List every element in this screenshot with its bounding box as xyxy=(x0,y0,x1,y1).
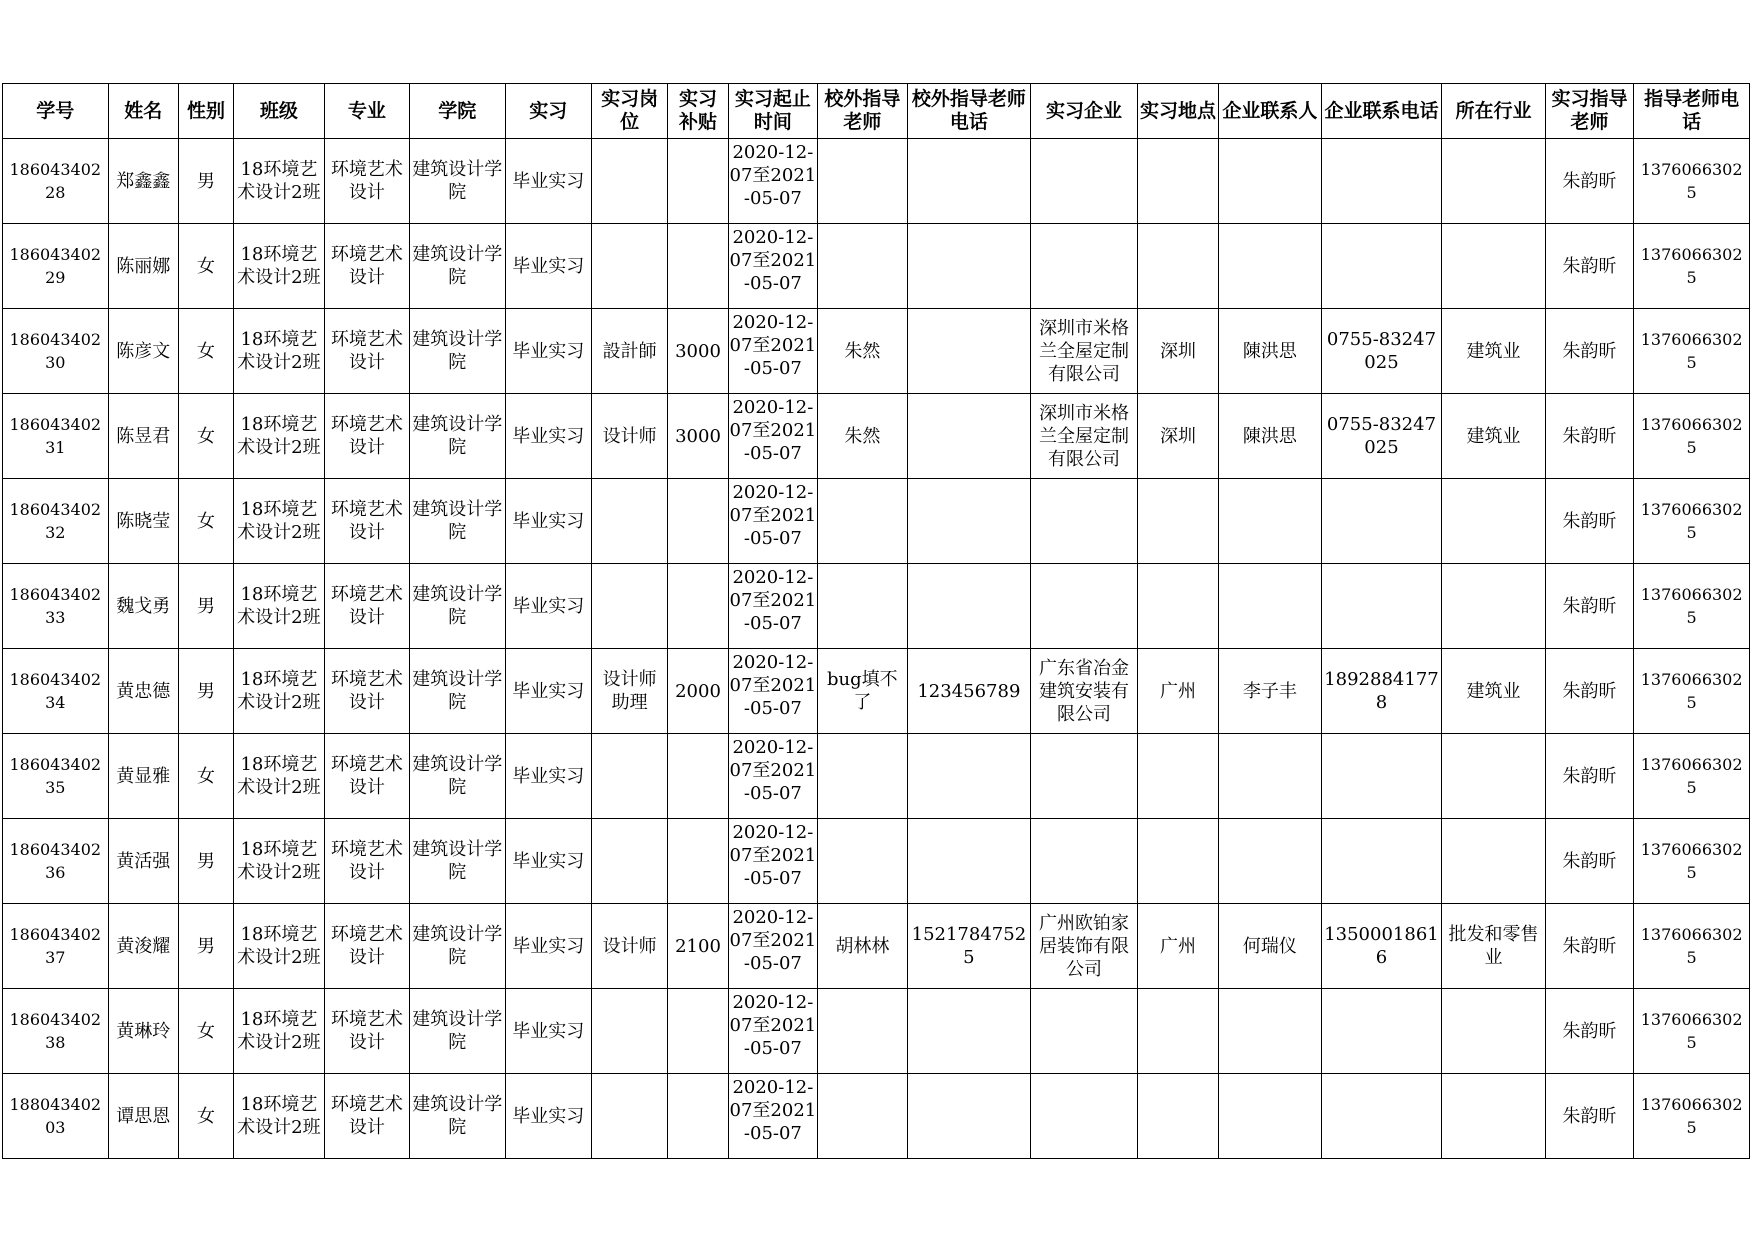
company-contact-cell xyxy=(1219,479,1322,564)
subsidy-cell xyxy=(668,819,728,904)
company-cell xyxy=(1031,819,1138,904)
tutor-phone-cell: 13760663025 xyxy=(1634,734,1750,819)
industry-cell xyxy=(1442,564,1546,649)
gender-cell: 男 xyxy=(178,139,233,224)
class-cell: 18环境艺术设计2班 xyxy=(234,224,324,309)
student-id-cell: 18604340229 xyxy=(3,224,109,309)
company-phone-cell xyxy=(1321,734,1442,819)
tutor-cell: 朱韵昕 xyxy=(1545,989,1633,1074)
company-phone-cell: 0755-83247025 xyxy=(1321,394,1442,479)
subsidy-cell xyxy=(668,1074,728,1159)
tutor-cell: 朱韵昕 xyxy=(1545,394,1633,479)
class-cell: 18环境艺术设计2班 xyxy=(234,479,324,564)
college-cell: 建筑设计学院 xyxy=(410,734,505,819)
company-phone-cell xyxy=(1321,224,1442,309)
external-tutor-cell xyxy=(818,139,907,224)
major-cell: 环境艺术设计 xyxy=(324,139,409,224)
student-id-cell: 18604340233 xyxy=(3,564,109,649)
college-cell: 建筑设计学院 xyxy=(410,224,505,309)
header-subsidy: 实习补贴 xyxy=(668,84,728,139)
student-id-cell: 18604340234 xyxy=(3,649,109,734)
tutor-phone-cell: 13760663025 xyxy=(1634,989,1750,1074)
name-cell: 黄活强 xyxy=(108,819,178,904)
college-cell: 建筑设计学院 xyxy=(410,1074,505,1159)
period-cell xyxy=(728,1074,817,1159)
location-cell xyxy=(1137,224,1218,309)
post-cell xyxy=(591,734,667,819)
tutor-cell: 朱韵昕 xyxy=(1545,649,1633,734)
company-cell xyxy=(1031,564,1138,649)
major-cell: 环境艺术设计 xyxy=(324,734,409,819)
internship-type-cell: 毕业实习 xyxy=(505,224,591,309)
major-cell: 环境艺术设计 xyxy=(324,479,409,564)
post-cell: 设计师 xyxy=(591,904,667,989)
table-row xyxy=(3,394,1750,479)
header-location: 实习地点 xyxy=(1137,84,1218,139)
gender-cell: 女 xyxy=(178,309,233,394)
class-cell: 18环境艺术设计2班 xyxy=(234,649,324,734)
gender-cell: 女 xyxy=(178,1074,233,1159)
industry-cell: 批发和零售业 xyxy=(1442,904,1546,989)
table-row xyxy=(3,819,1750,904)
tutor-cell: 朱韵昕 xyxy=(1545,819,1633,904)
subsidy-cell: 2100 xyxy=(668,904,728,989)
period-cell xyxy=(728,904,817,989)
location-cell xyxy=(1137,819,1218,904)
name-cell: 谭思恩 xyxy=(108,1074,178,1159)
industry-cell xyxy=(1442,989,1546,1074)
post-cell xyxy=(591,1074,667,1159)
company-phone-cell xyxy=(1321,1074,1442,1159)
table-row xyxy=(3,309,1750,394)
student-id-cell: 18604340230 xyxy=(3,309,109,394)
gender-cell: 女 xyxy=(178,989,233,1074)
table-row xyxy=(3,649,1750,734)
header-tutor: 实习指导老师 xyxy=(1545,84,1633,139)
tutor-phone-cell: 13760663025 xyxy=(1634,649,1750,734)
tutor-phone-cell: 13760663025 xyxy=(1634,479,1750,564)
header-industry: 所在行业 xyxy=(1442,84,1546,139)
tutor-cell: 朱韵昕 xyxy=(1545,309,1633,394)
student-id-cell: 18604340235 xyxy=(3,734,109,819)
company-phone-cell: 0755-83247025 xyxy=(1321,309,1442,394)
header-post: 实习岗位 xyxy=(591,84,667,139)
internship-type-cell: 毕业实习 xyxy=(505,904,591,989)
major-cell: 环境艺术设计 xyxy=(324,394,409,479)
external-tutor-cell: 朱然 xyxy=(818,309,907,394)
period-text: 2020-12-07至2021-05-07 xyxy=(729,822,817,889)
period-cell xyxy=(728,819,817,904)
company-phone-cell: 13500018616 xyxy=(1321,904,1442,989)
post-cell xyxy=(591,224,667,309)
internship-table xyxy=(2,83,1750,1159)
period-text: 2020-12-07至2021-05-07 xyxy=(729,142,817,209)
internship-type-cell: 毕业实习 xyxy=(505,734,591,819)
header-company-phone: 企业联系电话 xyxy=(1321,84,1442,139)
class-cell: 18环境艺术设计2班 xyxy=(234,139,324,224)
period-cell xyxy=(728,224,817,309)
post-cell xyxy=(591,139,667,224)
external-tutor-cell xyxy=(818,734,907,819)
subsidy-cell xyxy=(668,564,728,649)
college-cell: 建筑设计学院 xyxy=(410,819,505,904)
external-tutor-cell xyxy=(818,564,907,649)
period-text: 2020-12-07至2021-05-07 xyxy=(729,482,817,549)
name-cell: 黄浚耀 xyxy=(108,904,178,989)
company-contact-cell xyxy=(1219,734,1322,819)
tutor-cell: 朱韵昕 xyxy=(1545,734,1633,819)
tutor-cell: 朱韵昕 xyxy=(1545,904,1633,989)
company-contact-cell xyxy=(1219,564,1322,649)
internship-type-cell: 毕业实习 xyxy=(505,564,591,649)
gender-cell: 男 xyxy=(178,819,233,904)
external-tutor-phone-cell xyxy=(907,224,1031,309)
industry-cell xyxy=(1442,479,1546,564)
period-cell xyxy=(728,309,817,394)
location-cell xyxy=(1137,1074,1218,1159)
tutor-phone-cell: 13760663025 xyxy=(1634,394,1750,479)
location-cell xyxy=(1137,139,1218,224)
external-tutor-cell xyxy=(818,224,907,309)
external-tutor-cell: bug填不了 xyxy=(818,649,907,734)
major-cell: 环境艺术设计 xyxy=(324,309,409,394)
company-contact-cell xyxy=(1219,989,1322,1074)
external-tutor-cell xyxy=(818,1074,907,1159)
header-gender: 性别 xyxy=(178,84,233,139)
subsidy-cell xyxy=(668,139,728,224)
table-row xyxy=(3,734,1750,819)
name-cell: 魏戈勇 xyxy=(108,564,178,649)
external-tutor-cell: 胡林林 xyxy=(818,904,907,989)
subsidy-cell xyxy=(668,989,728,1074)
header-class: 班级 xyxy=(234,84,324,139)
post-cell xyxy=(591,819,667,904)
class-cell: 18环境艺术设计2班 xyxy=(234,904,324,989)
industry-cell: 建筑业 xyxy=(1442,394,1546,479)
period-cell xyxy=(728,564,817,649)
company-contact-cell: 陳洪思 xyxy=(1219,394,1322,479)
company-phone-cell xyxy=(1321,989,1442,1074)
header-company: 实习企业 xyxy=(1031,84,1138,139)
location-cell: 广州 xyxy=(1137,904,1218,989)
location-cell xyxy=(1137,564,1218,649)
subsidy-cell xyxy=(668,224,728,309)
gender-cell: 男 xyxy=(178,649,233,734)
external-tutor-cell: 朱然 xyxy=(818,394,907,479)
external-tutor-cell xyxy=(818,989,907,1074)
college-cell: 建筑设计学院 xyxy=(410,904,505,989)
table-body xyxy=(3,139,1750,1159)
major-cell: 环境艺术设计 xyxy=(324,224,409,309)
post-cell xyxy=(591,989,667,1074)
company-cell xyxy=(1031,989,1138,1074)
name-cell: 黄琳玲 xyxy=(108,989,178,1074)
external-tutor-phone-cell xyxy=(907,989,1031,1074)
company-cell xyxy=(1031,479,1138,564)
major-cell: 环境艺术设计 xyxy=(324,649,409,734)
period-text: 2020-12-07至2021-05-07 xyxy=(729,992,817,1059)
college-cell: 建筑设计学院 xyxy=(410,564,505,649)
header-external-tutor-phone: 校外指导老师电话 xyxy=(907,84,1031,139)
class-cell: 18环境艺术设计2班 xyxy=(234,564,324,649)
tutor-phone-cell: 13760663025 xyxy=(1634,224,1750,309)
post-cell: 设计师助理 xyxy=(591,649,667,734)
post-cell xyxy=(591,479,667,564)
external-tutor-phone-cell xyxy=(907,479,1031,564)
college-cell: 建筑设计学院 xyxy=(410,479,505,564)
college-cell: 建筑设计学院 xyxy=(410,649,505,734)
major-cell: 环境艺术设计 xyxy=(324,989,409,1074)
header-company-contact: 企业联系人 xyxy=(1219,84,1322,139)
industry-cell xyxy=(1442,819,1546,904)
company-cell xyxy=(1031,1074,1138,1159)
company-contact-cell xyxy=(1219,819,1322,904)
subsidy-cell: 3000 xyxy=(668,394,728,479)
class-cell: 18环境艺术设计2班 xyxy=(234,1074,324,1159)
class-cell: 18环境艺术设计2班 xyxy=(234,734,324,819)
table-row xyxy=(3,904,1750,989)
header-internship: 实习 xyxy=(505,84,591,139)
tutor-phone-cell: 13760663025 xyxy=(1634,309,1750,394)
internship-type-cell: 毕业实习 xyxy=(505,649,591,734)
tutor-cell: 朱韵昕 xyxy=(1545,1074,1633,1159)
location-cell: 深圳 xyxy=(1137,394,1218,479)
external-tutor-phone-cell xyxy=(907,819,1031,904)
external-tutor-cell xyxy=(818,479,907,564)
header-tutor-phone: 指导老师电话 xyxy=(1634,84,1750,139)
subsidy-cell: 2000 xyxy=(668,649,728,734)
company-cell: 广东省冶金建筑安装有限公司 xyxy=(1031,649,1138,734)
header-external-tutor: 校外指导老师 xyxy=(818,84,907,139)
tutor-phone-cell: 13760663025 xyxy=(1634,904,1750,989)
company-phone-cell xyxy=(1321,564,1442,649)
tutor-phone-cell: 13760663025 xyxy=(1634,819,1750,904)
gender-cell: 男 xyxy=(178,904,233,989)
header-college: 学院 xyxy=(410,84,505,139)
industry-cell: 建筑业 xyxy=(1442,649,1546,734)
table-row xyxy=(3,139,1750,224)
major-cell: 环境艺术设计 xyxy=(324,1074,409,1159)
table-row xyxy=(3,564,1750,649)
period-cell xyxy=(728,394,817,479)
name-cell: 陈彦文 xyxy=(108,309,178,394)
subsidy-cell xyxy=(668,734,728,819)
company-cell xyxy=(1031,734,1138,819)
company-contact-cell xyxy=(1219,1074,1322,1159)
external-tutor-phone-cell xyxy=(907,394,1031,479)
post-cell: 设计师 xyxy=(591,394,667,479)
tutor-cell: 朱韵昕 xyxy=(1545,479,1633,564)
external-tutor-cell xyxy=(818,819,907,904)
header-student-id: 学号 xyxy=(3,84,109,139)
external-tutor-phone-cell: 123456789 xyxy=(907,649,1031,734)
table-row xyxy=(3,224,1750,309)
college-cell: 建筑设计学院 xyxy=(410,394,505,479)
period-text: 2020-12-07至2021-05-07 xyxy=(729,227,817,294)
company-cell xyxy=(1031,224,1138,309)
company-phone-cell xyxy=(1321,819,1442,904)
period-cell xyxy=(728,649,817,734)
student-id-cell: 18604340231 xyxy=(3,394,109,479)
tutor-phone-cell: 13760663025 xyxy=(1634,564,1750,649)
college-cell: 建筑设计学院 xyxy=(410,309,505,394)
college-cell: 建筑设计学院 xyxy=(410,139,505,224)
industry-cell xyxy=(1442,1074,1546,1159)
header-name: 姓名 xyxy=(108,84,178,139)
location-cell xyxy=(1137,479,1218,564)
internship-type-cell: 毕业实习 xyxy=(505,819,591,904)
location-cell xyxy=(1137,989,1218,1074)
class-cell: 18环境艺术设计2班 xyxy=(234,394,324,479)
student-id-cell: 18604340228 xyxy=(3,139,109,224)
internship-type-cell: 毕业实习 xyxy=(505,139,591,224)
period-text: 2020-12-07至2021-05-07 xyxy=(729,567,817,634)
period-text: 2020-12-07至2021-05-07 xyxy=(729,737,817,804)
gender-cell: 女 xyxy=(178,479,233,564)
table-row xyxy=(3,479,1750,564)
period-text: 2020-12-07至2021-05-07 xyxy=(729,312,817,379)
tutor-cell: 朱韵昕 xyxy=(1545,224,1633,309)
company-phone-cell: 18928841778 xyxy=(1321,649,1442,734)
period-cell xyxy=(728,734,817,819)
company-contact-cell xyxy=(1219,139,1322,224)
name-cell: 陈昱君 xyxy=(108,394,178,479)
period-text: 2020-12-07至2021-05-07 xyxy=(729,1077,817,1144)
student-id-cell: 18804340203 xyxy=(3,1074,109,1159)
tutor-cell: 朱韵昕 xyxy=(1545,564,1633,649)
company-contact-cell: 李子丰 xyxy=(1219,649,1322,734)
location-cell: 广州 xyxy=(1137,649,1218,734)
external-tutor-phone-cell xyxy=(907,564,1031,649)
subsidy-cell xyxy=(668,479,728,564)
company-contact-cell: 陳洪思 xyxy=(1219,309,1322,394)
name-cell: 陈晓莹 xyxy=(108,479,178,564)
name-cell: 黄显雅 xyxy=(108,734,178,819)
major-cell: 环境艺术设计 xyxy=(324,564,409,649)
period-cell xyxy=(728,989,817,1074)
name-cell: 陈丽娜 xyxy=(108,224,178,309)
internship-type-cell: 毕业实习 xyxy=(505,989,591,1074)
period-text: 2020-12-07至2021-05-07 xyxy=(729,907,817,974)
internship-type-cell: 毕业实习 xyxy=(505,1074,591,1159)
industry-cell xyxy=(1442,734,1546,819)
location-cell xyxy=(1137,734,1218,819)
period-cell xyxy=(728,479,817,564)
external-tutor-phone-cell xyxy=(907,139,1031,224)
company-phone-cell xyxy=(1321,139,1442,224)
student-id-cell: 18604340232 xyxy=(3,479,109,564)
post-cell xyxy=(591,564,667,649)
gender-cell: 女 xyxy=(178,394,233,479)
header-period: 实习起止时间 xyxy=(728,84,817,139)
external-tutor-phone-cell: 15217847525 xyxy=(907,904,1031,989)
post-cell: 設計師 xyxy=(591,309,667,394)
company-cell: 广州欧铂家居装饰有限公司 xyxy=(1031,904,1138,989)
name-cell: 黄忠德 xyxy=(108,649,178,734)
period-text: 2020-12-07至2021-05-07 xyxy=(729,397,817,464)
company-cell: 深圳市米格兰全屋定制有限公司 xyxy=(1031,394,1138,479)
table-header-row xyxy=(3,84,1750,139)
table-row xyxy=(3,1074,1750,1159)
tutor-cell: 朱韵昕 xyxy=(1545,139,1633,224)
tutor-phone-cell: 13760663025 xyxy=(1634,139,1750,224)
student-id-cell: 18604340238 xyxy=(3,989,109,1074)
location-cell: 深圳 xyxy=(1137,309,1218,394)
external-tutor-phone-cell xyxy=(907,1074,1031,1159)
period-text: 2020-12-07至2021-05-07 xyxy=(729,652,817,719)
tutor-phone-cell: 13760663025 xyxy=(1634,1074,1750,1159)
industry-cell xyxy=(1442,139,1546,224)
gender-cell: 男 xyxy=(178,564,233,649)
internship-type-cell: 毕业实习 xyxy=(505,309,591,394)
gender-cell: 女 xyxy=(178,224,233,309)
name-cell: 郑鑫鑫 xyxy=(108,139,178,224)
table-row xyxy=(3,989,1750,1074)
external-tutor-phone-cell xyxy=(907,309,1031,394)
internship-type-cell: 毕业实习 xyxy=(505,479,591,564)
company-cell: 深圳市米格兰全屋定制有限公司 xyxy=(1031,309,1138,394)
company-cell xyxy=(1031,139,1138,224)
student-id-cell: 18604340237 xyxy=(3,904,109,989)
industry-cell: 建筑业 xyxy=(1442,309,1546,394)
internship-type-cell: 毕业实习 xyxy=(505,394,591,479)
company-contact-cell xyxy=(1219,224,1322,309)
period-cell xyxy=(728,139,817,224)
major-cell: 环境艺术设计 xyxy=(324,819,409,904)
class-cell: 18环境艺术设计2班 xyxy=(234,309,324,394)
college-cell: 建筑设计学院 xyxy=(410,989,505,1074)
header-major: 专业 xyxy=(324,84,409,139)
student-id-cell: 18604340236 xyxy=(3,819,109,904)
company-contact-cell: 何瑞仪 xyxy=(1219,904,1322,989)
class-cell: 18环境艺术设计2班 xyxy=(234,989,324,1074)
external-tutor-phone-cell xyxy=(907,734,1031,819)
gender-cell: 女 xyxy=(178,734,233,819)
subsidy-cell: 3000 xyxy=(668,309,728,394)
major-cell: 环境艺术设计 xyxy=(324,904,409,989)
company-phone-cell xyxy=(1321,479,1442,564)
class-cell: 18环境艺术设计2班 xyxy=(234,819,324,904)
industry-cell xyxy=(1442,224,1546,309)
